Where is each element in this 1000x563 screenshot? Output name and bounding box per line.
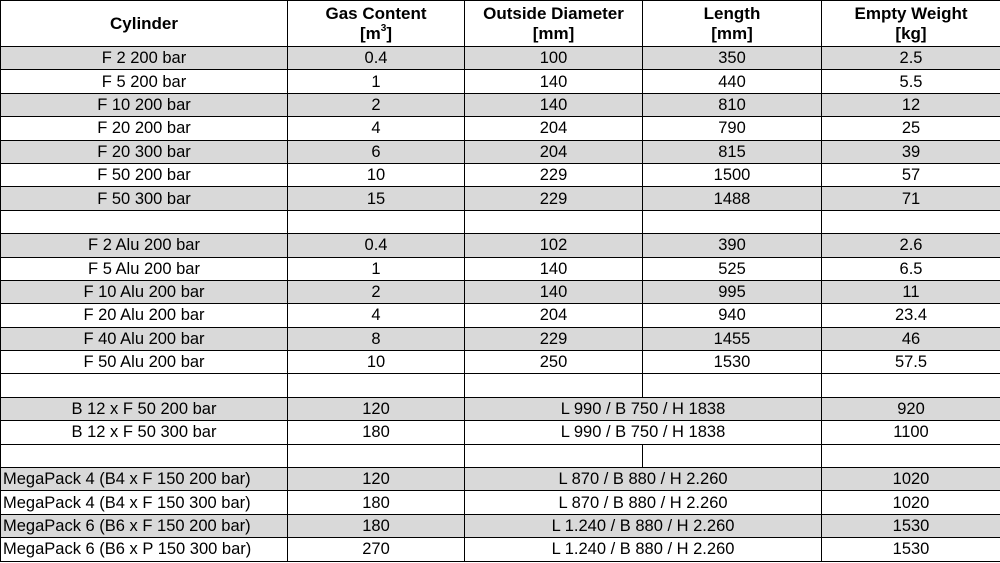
gas-content-cell: 2	[288, 280, 465, 303]
table-row	[1, 327, 1000, 350]
length-cell: 1455	[643, 327, 822, 350]
empty-weight-cell: 39	[822, 140, 1000, 163]
table-row	[1, 117, 1000, 140]
cylinder-cell: F 2 200 bar	[1, 47, 288, 70]
cylinder-cell: F 20 200 bar	[1, 117, 288, 140]
outside-diameter-cell: 140	[465, 93, 643, 116]
table-row	[1, 421, 1000, 444]
gas-content-cell: 15	[288, 187, 465, 210]
outside-diameter-cell: 140	[465, 257, 643, 280]
table-row	[1, 514, 1000, 537]
table-row	[1, 70, 1000, 93]
length-cell: 790	[643, 117, 822, 140]
cylinder-cell: F 10 200 bar	[1, 93, 288, 116]
outside-diameter-cell: 204	[465, 117, 643, 140]
outside-diameter-cell: 100	[465, 47, 643, 70]
empty-cell	[288, 444, 465, 467]
empty-weight-cell: 57	[822, 163, 1000, 186]
dimensions-cell: L 990 / B 750 / H 1838	[465, 397, 822, 420]
dimensions-cell: L 1.240 / B 880 / H 2.260	[465, 514, 822, 537]
gas-content-cell: 1	[288, 70, 465, 93]
empty-weight-cell: 12	[822, 93, 1000, 116]
cylinder-cell: MegaPack 6 (B6 x F 150 200 bar)	[1, 514, 288, 537]
length-cell: 995	[643, 280, 822, 303]
length-cell: 810	[643, 93, 822, 116]
dimensions-cell: L 990 / B 750 / H 1838	[465, 421, 822, 444]
table-row	[1, 468, 1000, 491]
spacer-row	[1, 374, 1000, 397]
table-row	[1, 351, 1000, 374]
outside-diameter-cell: 229	[465, 187, 643, 210]
empty-weight-cell: 25	[822, 117, 1000, 140]
dimensions-cell: L 1.240 / B 880 / H 2.260	[465, 538, 822, 561]
header-length: Length [mm]	[643, 1, 822, 47]
empty-cell	[643, 444, 822, 467]
header-cylinder: Cylinder	[1, 1, 288, 47]
header-outside-diameter: Outside Diameter [mm]	[465, 1, 643, 47]
gas-content-cell: 10	[288, 351, 465, 374]
length-cell: 440	[643, 70, 822, 93]
length-cell: 1500	[643, 163, 822, 186]
gas-content-cell: 180	[288, 514, 465, 537]
gas-content-cell: 180	[288, 421, 465, 444]
gas-content-cell: 120	[288, 397, 465, 420]
empty-cell	[822, 444, 1000, 467]
table-row	[1, 257, 1000, 280]
header-row	[1, 1, 1000, 47]
cylinder-cell: F 40 Alu 200 bar	[1, 327, 288, 350]
empty-cell	[643, 374, 822, 397]
outside-diameter-cell: 204	[465, 140, 643, 163]
cylinder-cell: F 20 300 bar	[1, 140, 288, 163]
empty-weight-cell: 920	[822, 397, 1000, 420]
cylinder-cell: MegaPack 4 (B4 x F 150 300 bar)	[1, 491, 288, 514]
header-empty-weight: Empty Weight [kg]	[822, 1, 1000, 47]
empty-weight-cell: 1530	[822, 514, 1000, 537]
empty-weight-cell: 11	[822, 280, 1000, 303]
length-cell: 815	[643, 140, 822, 163]
gas-content-cell: 8	[288, 327, 465, 350]
empty-weight-cell: 57.5	[822, 351, 1000, 374]
length-cell: 1530	[643, 351, 822, 374]
cylinder-cell: F 50 Alu 200 bar	[1, 351, 288, 374]
dimensions-cell: L 870 / B 880 / H 2.260	[465, 468, 822, 491]
empty-cell	[465, 444, 643, 467]
gas-content-cell: 4	[288, 117, 465, 140]
outside-diameter-cell: 229	[465, 327, 643, 350]
cylinder-cell: MegaPack 6 (B6 x P 150 300 bar)	[1, 538, 288, 561]
empty-cell	[643, 210, 822, 233]
gas-content-cell: 1	[288, 257, 465, 280]
empty-cell	[1, 444, 288, 467]
length-cell: 350	[643, 47, 822, 70]
length-cell: 525	[643, 257, 822, 280]
cylinder-cell: F 20 Alu 200 bar	[1, 304, 288, 327]
empty-weight-cell: 1100	[822, 421, 1000, 444]
empty-weight-cell: 46	[822, 327, 1000, 350]
gas-content-cell: 10	[288, 163, 465, 186]
table-row	[1, 280, 1000, 303]
empty-weight-cell: 23.4	[822, 304, 1000, 327]
empty-weight-cell: 1020	[822, 491, 1000, 514]
cylinder-cell: F 2 Alu 200 bar	[1, 234, 288, 257]
empty-weight-cell: 2.5	[822, 47, 1000, 70]
table-row	[1, 163, 1000, 186]
table-row	[1, 491, 1000, 514]
table-row	[1, 187, 1000, 210]
gas-content-cell: 6	[288, 140, 465, 163]
table-body	[1, 47, 1000, 562]
empty-weight-cell: 1530	[822, 538, 1000, 561]
empty-cell	[822, 210, 1000, 233]
empty-cell	[1, 374, 288, 397]
gas-content-cell: 180	[288, 491, 465, 514]
gas-content-cell: 2	[288, 93, 465, 116]
cylinder-cell: F 5 Alu 200 bar	[1, 257, 288, 280]
gas-content-cell: 0.4	[288, 234, 465, 257]
empty-cell	[822, 374, 1000, 397]
cylinder-cell: F 50 200 bar	[1, 163, 288, 186]
spacer-row	[1, 444, 1000, 467]
empty-weight-cell: 6.5	[822, 257, 1000, 280]
header-gas-content: Gas Content $[m^3]$	[288, 1, 465, 47]
table-row	[1, 234, 1000, 257]
cylinder-cell: F 50 300 bar	[1, 187, 288, 210]
empty-cell	[288, 210, 465, 233]
table-row	[1, 47, 1000, 70]
cylinder-cell: F 10 Alu 200 bar	[1, 280, 288, 303]
spacer-row	[1, 210, 1000, 233]
gas-content-cell: 0.4	[288, 47, 465, 70]
outside-diameter-cell: 204	[465, 304, 643, 327]
empty-cell	[465, 210, 643, 233]
table-row	[1, 93, 1000, 116]
gas-content-cell: 270	[288, 538, 465, 561]
outside-diameter-cell: 250	[465, 351, 643, 374]
gas-content-cell: 4	[288, 304, 465, 327]
cylinder-cell: MegaPack 4 (B4 x F 150 200 bar)	[1, 468, 288, 491]
table-row	[1, 140, 1000, 163]
empty-cell	[465, 374, 643, 397]
outside-diameter-cell: 102	[465, 234, 643, 257]
outside-diameter-cell: 140	[465, 70, 643, 93]
empty-weight-cell: 1020	[822, 468, 1000, 491]
empty-weight-cell: 2.6	[822, 234, 1000, 257]
empty-cell	[288, 374, 465, 397]
table-row	[1, 538, 1000, 561]
outside-diameter-cell: 140	[465, 280, 643, 303]
empty-weight-cell: 5.5	[822, 70, 1000, 93]
length-cell: 1488	[643, 187, 822, 210]
empty-weight-cell: 71	[822, 187, 1000, 210]
length-cell: 390	[643, 234, 822, 257]
gas-content-cell: 120	[288, 468, 465, 491]
dimensions-cell: L 870 / B 880 / H 2.260	[465, 491, 822, 514]
cylinder-cell: B 12 x F 50 300 bar	[1, 421, 288, 444]
table-row	[1, 304, 1000, 327]
cylinder-cell: F 5 200 bar	[1, 70, 288, 93]
length-cell: 940	[643, 304, 822, 327]
empty-cell	[1, 210, 288, 233]
outside-diameter-cell: 229	[465, 163, 643, 186]
cylinder-cell: B 12 x F 50 200 bar	[1, 397, 288, 420]
table-row	[1, 397, 1000, 420]
